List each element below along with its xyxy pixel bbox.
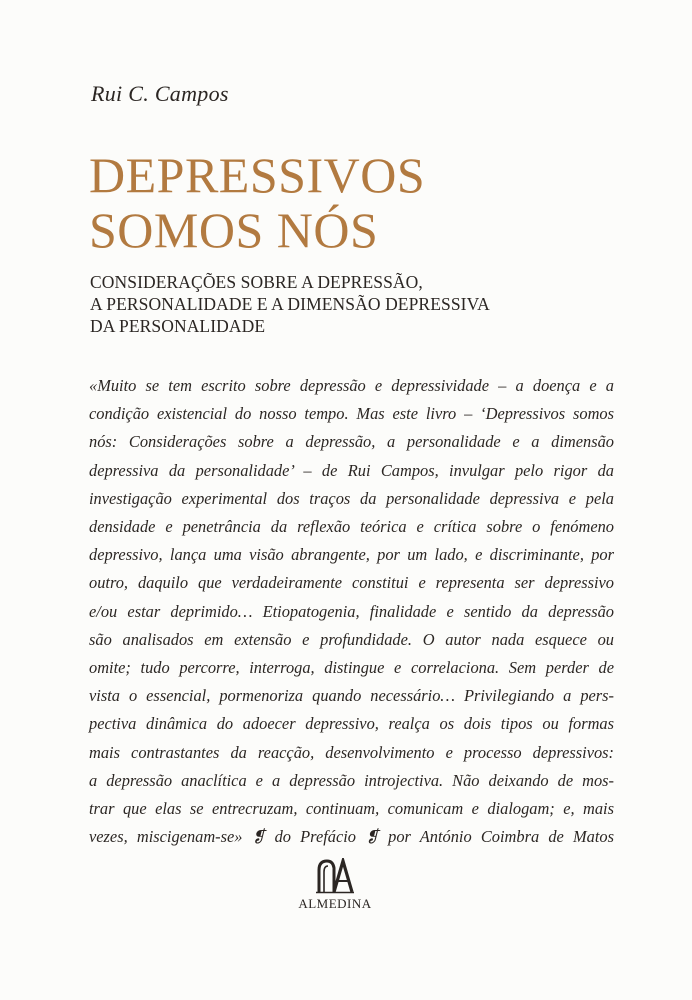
excerpt-line: depressiva da personalidade’ – de Rui Campos, invulgar pelo rigor da <box>89 460 614 480</box>
title-line: SOMOS NÓS <box>89 202 379 258</box>
publisher-logo <box>289 858 381 912</box>
almedina-arch-logo-icon <box>315 858 355 894</box>
subtitle-line: A PERSONALIDADE E A DIMENSÃO DEPRESSIVA <box>90 294 490 314</box>
excerpt-line: vista o essencial, pormenoriza quando necessário… Privilegiando a pers- <box>89 686 614 706</box>
preface-excerpt <box>89 372 614 851</box>
excerpt-line: omite; tudo percorre, interroga, distingue e correlaciona. Sem perder de <box>89 658 614 678</box>
subtitle-line: DA PERSONALIDADE <box>90 316 266 336</box>
excerpt-line: condição existencial do nosso tempo. Mas este livro – ‘Depressivos somos <box>89 404 614 424</box>
publisher-name: ALMEDINA <box>298 896 372 911</box>
title-line: DEPRESSIVOS <box>89 147 426 203</box>
excerpt-line: mais contrastantes da reacção, desenvolvimento e processo depressivos: <box>89 742 614 762</box>
book-subtitle <box>90 271 490 337</box>
excerpt-line: «Muito se tem escrito sobre depressão e depressividade – a doença e a <box>89 376 614 395</box>
excerpt-line: investigação experimental dos traços da personalidade depressiva e pela <box>89 488 614 508</box>
excerpt-line: trar que elas se entrecruzam, continuam, comunicam e dialogam; e, mais <box>89 799 614 819</box>
excerpt-line: e/ou estar deprimido… Etiopatogenia, finalidade e sentido da depressão <box>89 601 614 621</box>
excerpt-line: nós: Considerações sobre a depressão, a personalidade e a dimensão <box>89 432 614 452</box>
excerpt-line: outro, daquilo que verdadeiramente constitui e representa ser depressivo <box>89 573 614 593</box>
excerpt-line: a depressão anaclítica e a depressão introjectiva. Não deixando de mos- <box>89 770 614 790</box>
excerpt-line: pectiva dinâmica do adoecer depressivo, realça os dois tipos ou formas <box>89 714 614 734</box>
excerpt-line: vezes, miscigenam-se» ❡ do Prefácio ❡ por António Coimbra de Matos <box>89 827 614 847</box>
excerpt-line: densidade e penetrância da reflexão teórica e crítica sobre o fenómeno <box>89 517 614 537</box>
book-title <box>89 148 425 258</box>
author-name: Rui C. Campos <box>91 81 229 106</box>
excerpt-line: são analisados em extensão e profundidade. O autor nada esquece ou <box>89 629 614 649</box>
subtitle-line: CONSIDERAÇÕES SOBRE A DEPRESSÃO, <box>90 272 423 292</box>
excerpt-line: depressivo, lança uma visão abrangente, por um lado, e discriminante, por <box>89 545 614 565</box>
